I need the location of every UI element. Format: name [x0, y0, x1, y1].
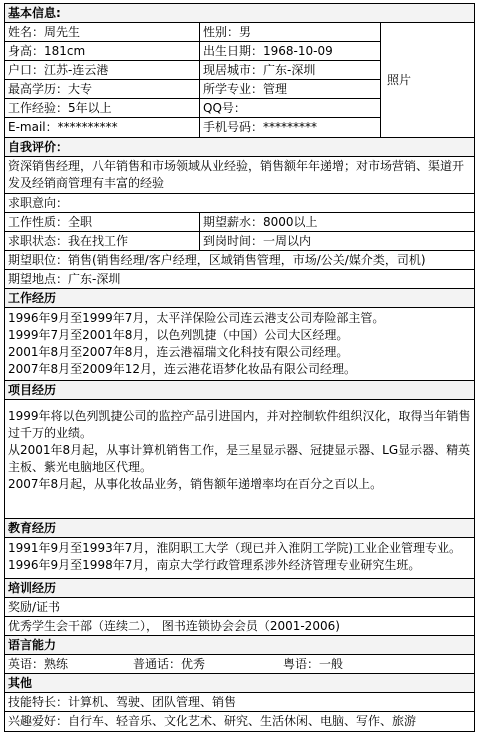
section-title: 基本信息:: [8, 6, 61, 20]
skills-row: [5, 693, 474, 712]
basic-row: [5, 23, 380, 42]
mandarin-level: 普通话：优秀: [133, 657, 206, 671]
work-list: [5, 308, 387, 380]
section-title: 其他: [8, 676, 33, 690]
education-block: [5, 538, 474, 579]
major-field: 所学专业：管理: [203, 82, 288, 96]
basic-info-fields: [5, 23, 381, 137]
work-item: 2007年8月至2009年12月，连云港花语梦化妆品有限公司经理。: [8, 362, 356, 376]
work-item: 1999年7月至2001年8月，以色列凯捷（中国）公司大区经理。: [8, 328, 349, 342]
work-block: [5, 308, 474, 381]
intent-row: [5, 213, 474, 232]
section-title: 工作经历: [8, 291, 57, 305]
basic-row: [5, 61, 380, 80]
hobbies-text: 兴趣爱好：自行车、轻音乐、文化艺术、研究、生活休闲、电脑、写作、旅游: [8, 714, 417, 728]
section-job-intent: [5, 194, 474, 213]
education-item: 1996年9月至1998年7月，南京大学行政管理系涉外经济管理专业研究生班。: [8, 558, 421, 572]
self-eval-row: [5, 157, 474, 194]
skills-text: 技能特长：计算机、驾驶、团队管理、销售: [8, 695, 237, 709]
awards-text: 优秀学生会干部（连续二）， 图书连锁协会会员（2001-2006): [8, 619, 340, 633]
photo-placeholder: 照片: [387, 73, 412, 87]
intent-row: [5, 251, 474, 270]
project-item: 1999年将以色列凯捷公司的监控产品引进国内，并对控制软件组织汉化，取得当年销售过千万的业绩。: [8, 409, 471, 440]
work-item: 2001年8月至2007年8月，连云港福瑞文化科技有限公司经理。: [8, 345, 349, 359]
resume-table: [4, 3, 475, 732]
section-title: 教育经历: [8, 521, 57, 535]
hobbies-row: [5, 712, 474, 731]
city-field: 现居城市：广东-深圳: [203, 63, 316, 77]
phone-field: 手机号码：*********: [203, 120, 318, 134]
height-field: 身高：181cm: [5, 42, 200, 60]
education-level-field: 最高学历：大专: [5, 80, 200, 98]
education-item: 1991年9月至1993年7月，淮阴职工大学（现已并入淮阴工学院)工业企业管理专业。: [8, 541, 462, 555]
work-item: 1996年9月至1999年7月，太平洋保险公司连云港支公司寿险部主管。: [8, 311, 385, 325]
section-language: [5, 636, 474, 655]
name-field: 姓名：周先生: [5, 23, 200, 41]
basic-row: [5, 42, 380, 61]
projects-block: [5, 400, 474, 519]
training-row: [5, 617, 474, 636]
section-title: 项目经历: [8, 383, 57, 397]
section-education: [5, 519, 474, 538]
birthdate-field: 出生日期：1968-10-09: [203, 44, 333, 58]
section-title: 培训经历: [8, 581, 57, 595]
self-eval-text: 资深销售经理，八年销售和市场领域从业经验，销售额年年递增；对市场营销、渠道开发及经销商管理有丰富的经验: [8, 159, 465, 190]
experience-field: 工作经验：5年以上: [5, 99, 200, 117]
section-projects: [5, 381, 474, 400]
job-type-field: 工作性质：全职: [5, 213, 200, 231]
email-field: E-mail：**********: [5, 118, 200, 137]
project-list: [5, 400, 474, 518]
section-title: 自我评价：: [8, 140, 69, 154]
section-title: 求职意向：: [8, 196, 69, 210]
basic-row: [5, 99, 380, 118]
section-work: [5, 289, 474, 308]
gender-field: 性别：男: [203, 25, 252, 39]
section-title: 语言能力: [8, 638, 57, 652]
project-item: 2007年8月起，从事化妆品业务，销售额年递增率均在百分之百以上。: [8, 477, 383, 491]
intent-row: [5, 270, 474, 289]
basic-row: [5, 118, 380, 137]
desired-location-field: 期望地点：广东-深圳: [8, 272, 121, 286]
salary-field: 期望薪水：8000以上: [203, 215, 318, 229]
education-list: [5, 538, 464, 578]
basic-row: [5, 80, 380, 99]
desired-position-field: 期望职位：销售(销售经理/客户经理，区域销售管理，市场/公关/媒介类，司机): [8, 253, 426, 267]
basic-info-grid: [5, 23, 474, 138]
project-item: 从2001年8月起，从事计算机销售工作，是三星显示器、冠捷显示器、LG显示器、精英主板、紫光电脑地区代理。: [8, 443, 471, 474]
cantonese-level: 粤语：一般: [283, 657, 344, 671]
intent-row: [5, 232, 474, 251]
section-basic-info: [5, 4, 474, 23]
section-other: [5, 674, 474, 693]
english-level: 英语：熟练: [8, 657, 69, 671]
qq-field: QQ号：: [203, 101, 246, 115]
language-row: [5, 655, 474, 674]
arrival-time-field: 到岗时间：一周以内: [203, 234, 312, 248]
awards-label: 奖励/证书: [8, 600, 61, 614]
section-training: [5, 579, 474, 598]
training-sub-row: [5, 598, 474, 617]
section-self-eval: [5, 138, 474, 157]
hukou-field: 户口：江苏-连云港: [5, 61, 200, 79]
job-status-field: 求职状态：我在找工作: [5, 232, 200, 250]
